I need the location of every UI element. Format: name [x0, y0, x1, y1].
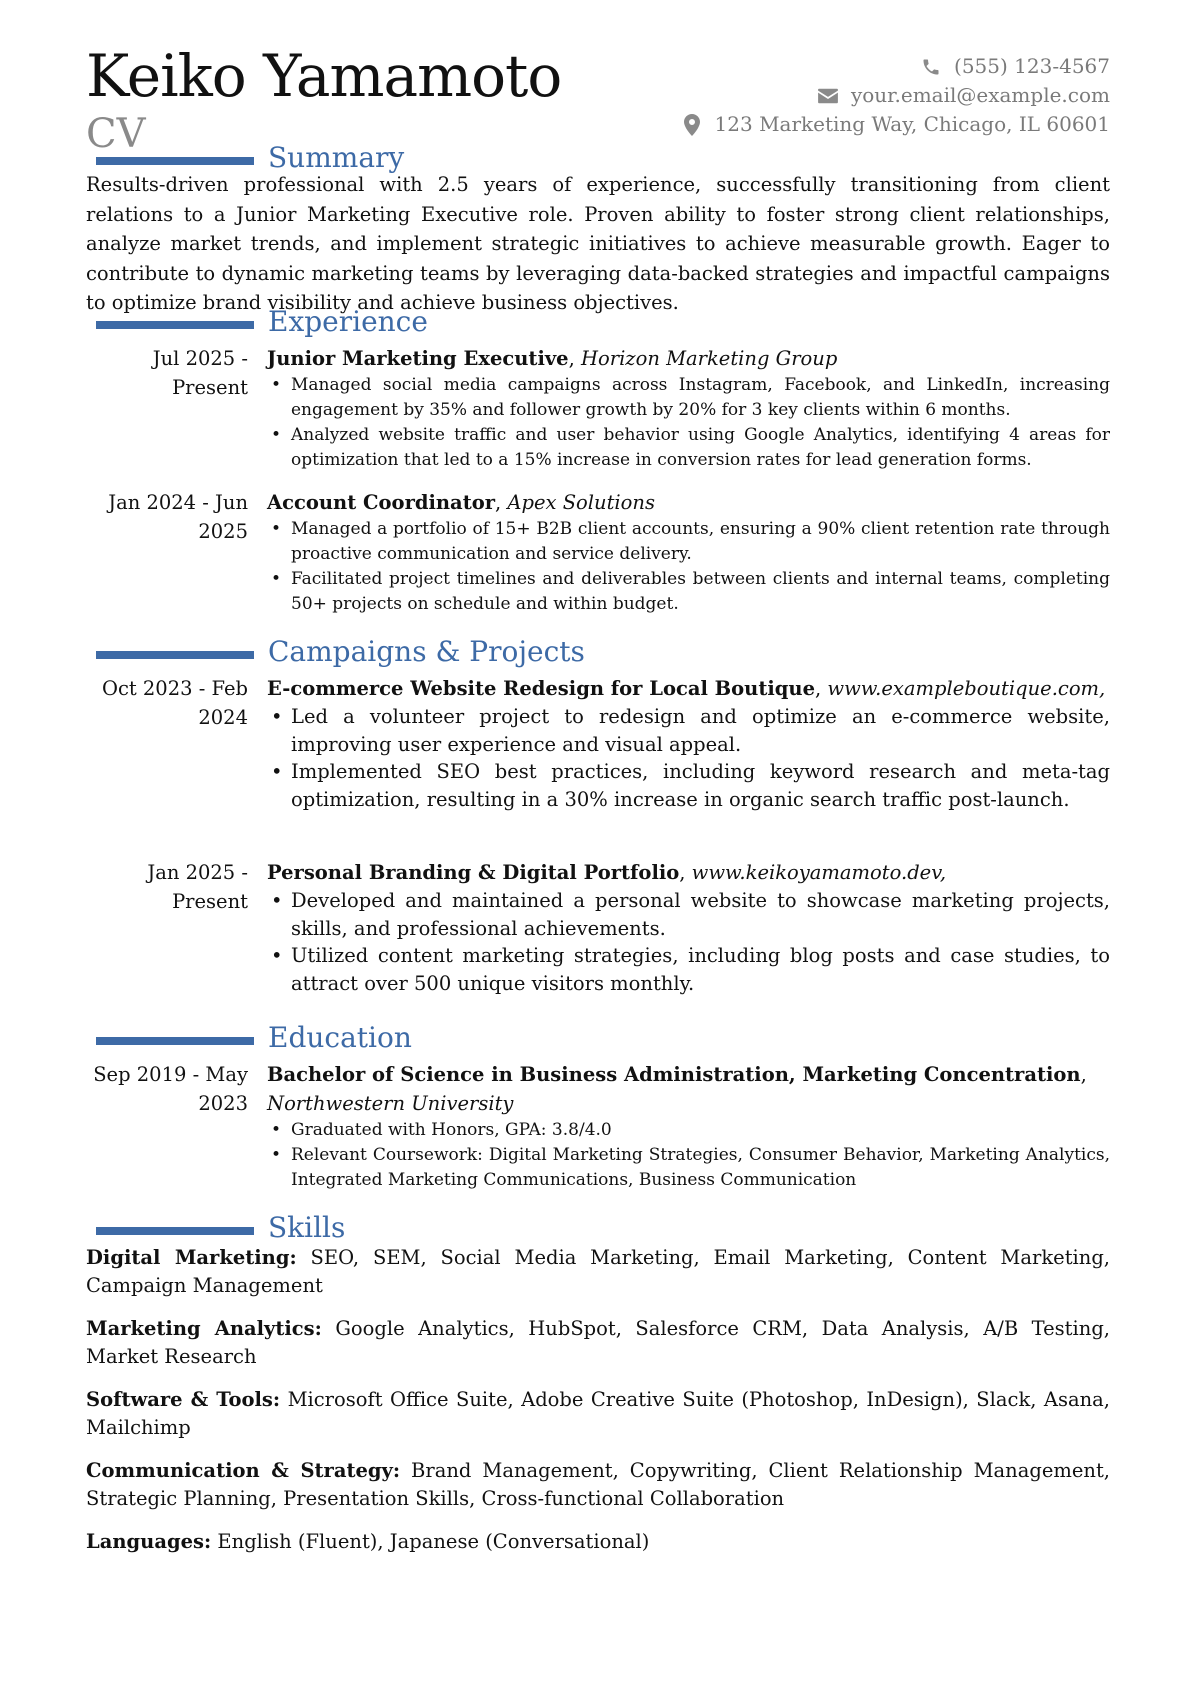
skill-row — [86, 1457, 1110, 1512]
document-subtitle: CV — [86, 111, 146, 157]
entry-role: E-commerce Website Redesign for Local Boutique — [267, 677, 815, 700]
entry-role: Account Coordinator — [267, 491, 495, 514]
list-item: • Implemented SEO best practices, including keyword research and meta-tag optimization, resulting in a 30% increase in organic search traffic post-launch. — [267, 758, 1110, 813]
entry-date: Jan 2024 - Jun 2025 — [108, 491, 248, 543]
entry-date: Jan 2025 - Present — [147, 861, 248, 913]
phone-icon — [920, 56, 942, 78]
skill-label: Languages: — [86, 1530, 212, 1553]
skill-label: Software & Tools: — [86, 1388, 281, 1411]
section-accent-bar — [96, 1037, 254, 1045]
entry-body — [267, 858, 1110, 997]
skill-label: Marketing Analytics: — [86, 1317, 322, 1340]
map-pin-icon — [681, 114, 703, 136]
entry-bullets — [267, 373, 1110, 473]
section-title: Campaigns & Projects — [268, 635, 585, 668]
contact-email — [681, 81, 1110, 110]
entry-link[interactable]: www.keikoyamamoto.dev, — [691, 861, 947, 884]
entry-role: Bachelor of Science in Business Administration, Marketing Concentration — [267, 1063, 1081, 1086]
entry-date: Oct 2023 - Feb 2024 — [101, 677, 248, 729]
skill-label: Communication & Strategy: — [86, 1459, 401, 1482]
entry-heading: Bachelor of Science in Business Administration, Marketing Concentration, Northwestern University — [267, 1063, 1087, 1115]
section-accent-bar — [96, 651, 254, 659]
contact-phone — [681, 52, 1110, 81]
section-title: Summary — [268, 141, 405, 174]
list-item: • Facilitated project timelines and deliverables between clients and internal teams, completing 50+ projects on schedule and within budget. — [267, 567, 1110, 617]
list-item: • Utilized content marketing strategies, including blog posts and case studies, to attract over 500 unique visitors monthly. — [267, 942, 1110, 997]
entry-link[interactable]: www.exampleboutique.com, — [827, 677, 1106, 700]
entry-heading: Account Coordinator, Apex Solutions — [267, 491, 655, 514]
entry-body — [267, 344, 1110, 473]
section-accent-bar — [96, 321, 254, 329]
entry-body — [267, 488, 1110, 617]
entry-bullets — [267, 517, 1110, 617]
entry-heading: Junior Marketing Executive, Horizon Marketing Group — [267, 347, 838, 370]
entry-org: Horizon Marketing Group — [581, 347, 838, 370]
list-item: • Graduated with Honors, GPA: 3.8/4.0 — [267, 1118, 1110, 1143]
section-projects-heading — [96, 634, 1096, 670]
skill-row — [86, 1315, 1110, 1370]
section-experience-heading — [96, 304, 1096, 340]
skill-value: Microsoft Office Suite, Adobe Creative Suite (Photoshop, InDesign), Slack, Asana, Mailchimp — [86, 1388, 1111, 1439]
skill-value: Google Analytics, HubSpot, Salesforce CRM, Data Analysis, A/B Testing, Market Research — [86, 1317, 1110, 1368]
entry-body — [267, 674, 1110, 813]
skill-value: Brand Management, Copywriting, Client Relationship Management, Strategic Planning, Presentation Skills, Cross-functional Collaboration — [86, 1459, 1111, 1510]
entry-role: Personal Branding & Digital Portfolio — [267, 861, 680, 884]
entry-bullets — [267, 703, 1110, 813]
summary-text: Results-driven professional with 2.5 years of experience, successfully transitioning from client relations to a Junior Marketing Executive role. Proven ability to foster strong client relationships, analyze market trends, and implement strategic initiatives to achieve measurable growth. Eager to contribute to dynamic marketing teams by leveraging data-backed strategies and impactful campaigns to optimize brand visibility and achieve business objectives. — [86, 173, 1110, 314]
list-item: • Managed a portfolio of 15+ B2B client accounts, ensuring a 90% client retention rate through proactive communication and service delivery. — [267, 517, 1110, 567]
section-accent-bar — [96, 157, 254, 165]
list-item: • Analyzed website traffic and user behavior using Google Analytics, identifying 4 areas for optimization that led to a 15% increase in conversion rates for lead generation forms. — [267, 423, 1110, 473]
section-skills-heading — [96, 1210, 1096, 1246]
entry-org: Northwestern University — [267, 1092, 514, 1115]
skill-value: English (Fluent), Japanese (Conversational) — [217, 1530, 650, 1553]
skill-value: SEO, SEM, Social Media Marketing, Email Marketing, Content Marketing, Campaign Management — [86, 1246, 1111, 1297]
candidate-name: Keiko Yamamoto — [86, 42, 562, 110]
envelope-icon — [817, 85, 839, 107]
contact-address — [681, 110, 1110, 139]
entry-org: Apex Solutions — [507, 491, 655, 514]
email-link[interactable]: your.email@example.com — [850, 83, 1110, 107]
entry-heading: E-commerce Website Redesign for Local Boutique, www.exampleboutique.com, — [267, 677, 1106, 700]
section-title: Skills — [268, 1211, 346, 1244]
entry-date: Jul 2025 - Present — [152, 347, 248, 399]
list-item: • Managed social media campaigns across Instagram, Facebook, and LinkedIn, increasing engagement by 35% and follower growth by 20% for 3 key clients within 6 months. — [267, 373, 1110, 423]
cv-page — [86, 0, 1110, 1683]
contact-block — [681, 52, 1110, 139]
entry-date: Sep 2019 - May 2023 — [93, 1063, 248, 1115]
entry-bullets — [267, 1118, 1110, 1193]
skill-row — [86, 1244, 1110, 1299]
list-item: • Led a volunteer project to redesign and optimize an e-commerce website, improving user experience and visual appeal. — [267, 703, 1110, 758]
section-education-heading — [96, 1020, 1096, 1056]
section-accent-bar — [96, 1227, 254, 1235]
entry-heading: Personal Branding & Digital Portfolio, www.keikoyamamoto.dev, — [267, 861, 947, 884]
phone-text: (555) 123-4567 — [954, 54, 1110, 78]
skill-row — [86, 1386, 1110, 1441]
skill-row — [86, 1528, 1110, 1556]
entry-role: Junior Marketing Executive — [267, 347, 569, 370]
section-title: Education — [268, 1021, 412, 1054]
section-title: Experience — [268, 305, 428, 338]
list-item: • Relevant Coursework: Digital Marketing Strategies, Consumer Behavior, Marketing Analytics, Integrated Marketing Communications, Business Communication — [267, 1143, 1110, 1193]
entry-body — [267, 1060, 1110, 1193]
address-text: 123 Marketing Way, Chicago, IL 60601 — [714, 112, 1110, 136]
entry-bullets — [267, 887, 1110, 997]
skill-label: Digital Marketing: — [86, 1246, 297, 1269]
list-item: • Developed and maintained a personal website to showcase marketing projects, skills, and professional achievements. — [267, 887, 1110, 942]
